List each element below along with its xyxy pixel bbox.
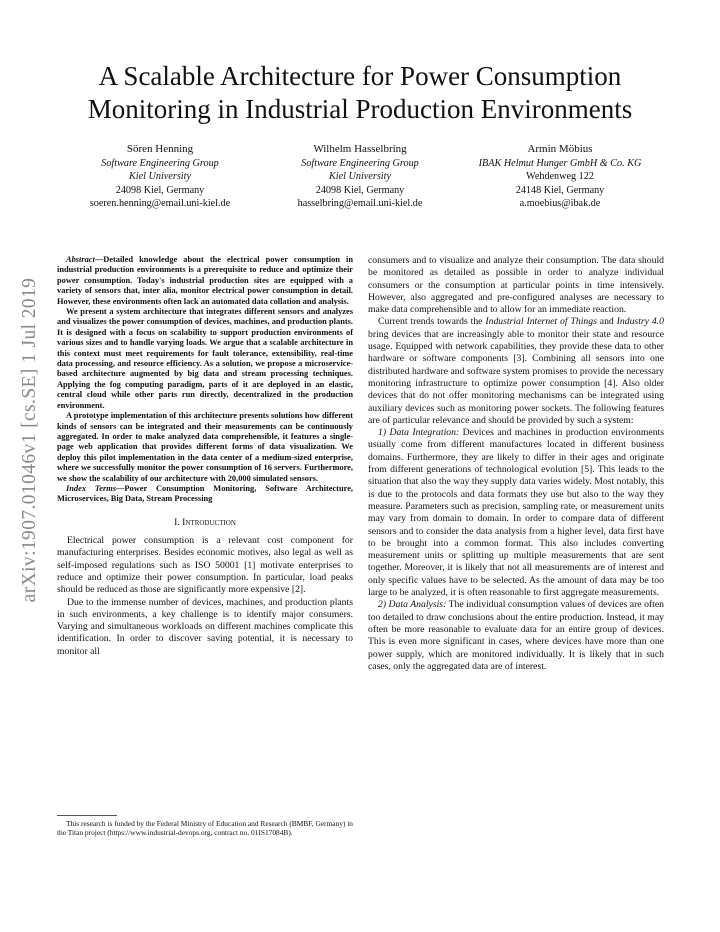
- author-addr: 24098 Kiel, Germany: [315, 184, 405, 196]
- author-org: Wehdenweg 122: [526, 171, 594, 183]
- abstract-p2: We present a system architecture that integrates different sensors and analyzes and visualizes the power consumption of devices, machines, and production plants. It is designed with a focus on scalability to support production environments of various sizes and to handle varying loads. We argue that a scalable architecture in this context must meet requirements for fault tolerance, extensibility, real-time data processing, and resource efficiency. As a solution, we propose a microservice-based architecture augmented by big data and stream processing techniques. Applying the fog computing paradigm, parts of it are deployed in an elastic, central cloud while other parts run directly, decentralized in the production environment.: [57, 307, 353, 410]
- author-block: [60, 143, 660, 211]
- text-run: The individual consumption values of devices are often too detailed to draw conclusions about the entire production. Instead, it may often be more reasonable to evaluate data for an entire group of devices. This is even more significant in cases, where devices have more than one power supply, which are monitored individually. It is likely that in such cases, only the aggregated data are of interest.: [368, 599, 664, 672]
- index-terms-text: —Power Consumption Monitoring, Software Architecture, Microservices, Big Data, Stream Processing: [57, 483, 353, 504]
- text-run: Devices and machines in production environments usually come from different manufactures located in different business domains. Furthermore, they are likely to differ in their ages and originate from different generations of technological evolution [5]. This leads to the situation that also the way they supply data varies widely. Most notably, this is due to the protocols and data formats they use but also to the way they measure. Parameters such as precision, sampling rate, or measurement units may vary from domain to domain. In order to compare data of different sensors and to consider the data analysis from a higher level, data first have to be brought into a common format. This also includes converting measurement units or splitting up multiple measurements that are sent together. Moreover, it is likely that not all measurements are of interest and only specific values have to be selected. As the amount of data may be too large to be analyzed, it is often reasonable to first aggregate measurements.: [368, 427, 665, 599]
- author-org: Kiel University: [129, 171, 191, 183]
- text-run: Current trends towards the: [378, 316, 486, 328]
- text-run: and: [596, 316, 617, 328]
- abstract-p1: [57, 255, 353, 307]
- author-addr: 24098 Kiel, Germany: [115, 184, 205, 196]
- index-terms: [57, 484, 353, 505]
- index-terms-label: Index Terms: [66, 483, 117, 493]
- text-run-italic: Industrial Internet of Things: [485, 316, 597, 328]
- author-1: [60, 143, 260, 211]
- author-2: [260, 143, 460, 211]
- left-column: [57, 255, 353, 658]
- author-addr: 24148 Kiel, Germany: [515, 184, 605, 196]
- subsection-heading-data-integration: 1) Data Integration:: [378, 427, 460, 439]
- text-run-italic: Industry 4.0: [616, 316, 664, 328]
- subsection-heading-data-analysis: 2) Data Analysis:: [378, 599, 447, 611]
- author-3: [460, 143, 660, 211]
- author-email: soeren.henning@email.uni-kiel.de: [89, 198, 231, 210]
- author-name: Wilhelm Hasselbring: [313, 143, 407, 155]
- right-p2: [368, 316, 664, 427]
- right-p3: [368, 427, 664, 599]
- author-dept: Software Engineering Group: [301, 157, 419, 169]
- abstract-label: Abstract: [66, 255, 95, 264]
- paper-title: A Scalable Architecture for Power Consumption Monitoring in Industrial Production Environments: [87, 61, 633, 124]
- abstract-p3: A prototype implementation of this architecture presents solutions how different kinds of sensors can be integrated and their measurements can be continuously aggregated. In order to make analyzed data comprehensible, it features a single-page web application that provides different forms of data visualization. We deploy this pilot implementation in the data center of a medium-sized enterprise, where we successfully monitor the power consumption of 16 servers. Furthermore, we show the scalability of our architecture with 20,000 simulated sensors.: [57, 411, 353, 483]
- author-email: a.moebius@ibak.de: [519, 198, 601, 210]
- abstract: [57, 255, 353, 505]
- author-name: Armin Möbius: [527, 143, 593, 155]
- text-run: bring devices that are increasingly able to monitor their state and resource usage. Equipped with network capabilities, they provide these data to other hardware or software components [3]. Combining all sensors into one distributed hardware and software system promises to provide the necessary monitoring infrastructure to optimize power consumption [4]. Also older devices that do not offer monitoring mechanisms can be integrated using auxiliary devices such as monitoring power sockets. The following features are of particular relevance and should be provided by such a system:: [368, 328, 664, 426]
- author-name: Sören Henning: [126, 143, 194, 155]
- right-column: [368, 255, 664, 673]
- intro-p1: Electrical power consumption is a relevant cost component for manufacturing enterprises. Besides economic motives, also legal as well as self-imposed regulations such as ISO 50001 [1] motivate enterprises to reduce and optimize their power consumption. In particular, load peaks should be reduced as those are significantly more expensive [2].: [57, 535, 353, 596]
- right-p4: [368, 599, 664, 673]
- arxiv-id: arXiv:1907.01046v1 [cs.SE] 1 Jul 2019: [19, 277, 40, 603]
- abstract-text-1: —Detailed knowledge about the electrical power consumption in industrial production environments is a prerequisite to reduce and optimize their power consumption. Today's industrial production sites are equipped with a variety of sensors that, inter alia, monitor electrical power consumption in detail. However, these environments often lack an automated data collation and analysis.: [57, 255, 353, 306]
- footnote: This research is funded by the Federal Ministry of Education and Research (BMBF, Germany) in the Titan project (https://www.industrial-devops.org, contract no. 01IS17084B).: [57, 819, 353, 838]
- right-p1: consumers and to visualize and analyze their consumption. The data should be monitored as detailed as possible in order to analyze individual consumers or the consumption at particular points in time intensively. However, also aggregated and pre-configured analyses are necessary to make data comprehensible and to allow for an immediate reaction.: [368, 255, 664, 316]
- footnote-rule: [57, 815, 117, 816]
- arxiv-side-stamp: [14, 240, 46, 640]
- author-dept: IBAK Helmut Hunger GmbH & Co. KG: [478, 157, 642, 169]
- intro-p2: Due to the immense number of devices, machines, and production plants in such environments, a key challenge is to identify major consumers. Varying and simultaneous workloads on different machines complicate this identification. In order to discover saving potential, it is necessary to monitor all: [57, 596, 353, 657]
- author-email: hasselbring@email.uni-kiel.de: [297, 198, 423, 210]
- author-org: Kiel University: [329, 171, 391, 183]
- author-dept: Software Engineering Group: [101, 157, 219, 169]
- section-heading-introduction: I. Introduction: [174, 516, 236, 528]
